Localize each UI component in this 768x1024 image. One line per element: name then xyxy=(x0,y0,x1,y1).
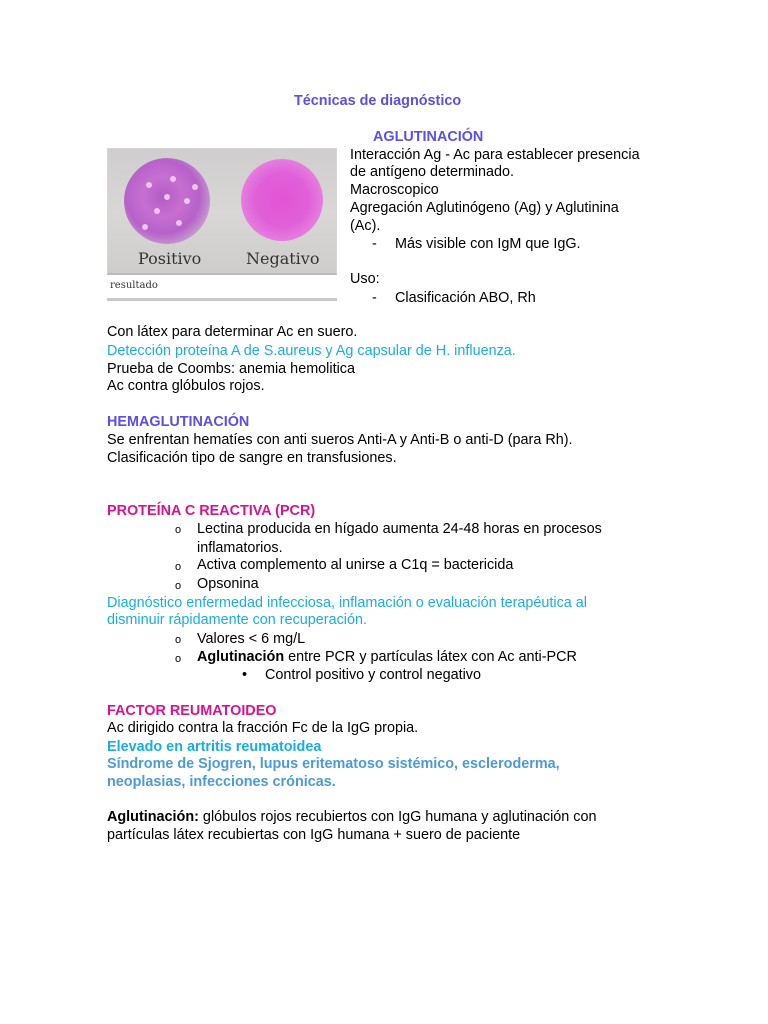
pcr-diagnosis-line-1: Diagnóstico enfermedad infecciosa, inflamación o evaluación terapéutica al xyxy=(107,595,587,611)
circle-bullet: o xyxy=(175,634,182,646)
image-shadow xyxy=(107,298,337,301)
pcr-bullet-4: Valores < 6 mg/L xyxy=(197,631,306,647)
pcr-bullet-5-rest: entre PCR y partículas látex con Ac anti-PCR xyxy=(284,649,577,665)
image-panel xyxy=(108,149,336,274)
page-title: Técnicas de diagnóstico xyxy=(294,93,462,109)
pcr-bullet-5 xyxy=(197,648,577,666)
pcr-heading: PROTEÍNA C REACTIVA (PCR) xyxy=(107,503,316,519)
latex-line-4: Ac contra glóbulos rojos. xyxy=(107,378,265,394)
factor-heading: FACTOR REUMATOIDEO xyxy=(107,703,277,719)
latex-line-1: Con látex para determinar Ac en suero. xyxy=(107,324,358,340)
aglutinacion-line-2: de antígeno determinado. xyxy=(350,164,515,180)
pcr-sub-bullet: Control positivo y control negativo xyxy=(265,667,481,683)
factor-aglutinacion-line-1 xyxy=(107,808,597,826)
factor-aglutinacion-rest: glóbulos rojos recubiertos con IgG humana y aglutinación con xyxy=(198,809,597,825)
image-caption: resultado xyxy=(110,280,158,291)
positive-sample-blob xyxy=(124,158,210,244)
aglutinacion-line-3: Macroscopico xyxy=(350,182,439,198)
hemaglutinacion-line-1: Se enfrentan hematíes con anti sueros Anti-A y Anti-B o anti-D (para Rh). xyxy=(107,432,573,448)
negative-label: Negativo xyxy=(246,249,320,268)
pcr-bullet-5-bold: Aglutinación xyxy=(197,649,285,665)
dash-marker: - xyxy=(372,290,377,306)
aglutinacion-line-5: (Ac). xyxy=(350,218,381,234)
circle-bullet: o xyxy=(175,653,182,665)
latex-line-2: Detección proteína A de S.aureus y Ag capsular de H. influenza. xyxy=(107,343,516,359)
positive-label: Positivo xyxy=(138,249,202,268)
negative-sample-blob xyxy=(241,159,323,241)
hemaglutinacion-line-2: Clasificación tipo de sangre en transfusiones. xyxy=(107,450,397,466)
pcr-bullet-2: Activa complemento al unirse a C1q = bactericida xyxy=(197,557,514,573)
factor-line-1: Ac dirigido contra la fracción Fc de la IgG propia. xyxy=(107,720,419,736)
agglutination-result-image xyxy=(107,148,337,300)
pcr-bullet-1a: Lectina producida en hígado aumenta 24-48 horas en procesos xyxy=(197,521,602,537)
image-caption-strip xyxy=(107,274,337,301)
factor-line-4: neoplasias, infecciones crónicas. xyxy=(107,774,336,790)
uso-label: Uso: xyxy=(350,271,380,287)
dash-item-igm: Más visible con IgM que IgG. xyxy=(395,236,581,252)
pcr-bullet-3: Opsonina xyxy=(197,576,259,592)
circle-bullet: o xyxy=(175,561,182,573)
hemaglutinacion-heading: HEMAGLUTINACIÓN xyxy=(107,414,250,430)
circle-bullet: o xyxy=(175,580,182,592)
aglutinacion-heading: AGLUTINACIÓN xyxy=(373,129,484,145)
factor-line-3: Síndrome de Sjogren, lupus eritematoso sistémico, escleroderma, xyxy=(107,756,560,772)
factor-aglutinacion-line-2: partículas látex recubiertas con IgG humana + suero de paciente xyxy=(107,827,521,843)
factor-aglutinacion-bold: Aglutinación: xyxy=(107,809,199,825)
circle-bullet: o xyxy=(175,524,182,536)
pcr-diagnosis-line-2: disminuir rápidamente con recuperación. xyxy=(107,612,367,628)
aglutinacion-line-4: Agregación Aglutinógeno (Ag) y Aglutinina xyxy=(350,200,619,216)
dash-item-abo: Clasificación ABO, Rh xyxy=(395,290,536,306)
dot-bullet: • xyxy=(242,667,248,683)
factor-line-2: Elevado en artritis reumatoidea xyxy=(107,739,322,755)
aglutinacion-line-1: Interacción Ag - Ac para establecer presencia xyxy=(350,147,640,163)
dash-marker: - xyxy=(372,236,377,252)
latex-line-3: Prueba de Coombs: anemia hemolitica xyxy=(107,361,355,377)
pcr-bullet-1b: inflamatorios. xyxy=(197,540,283,556)
